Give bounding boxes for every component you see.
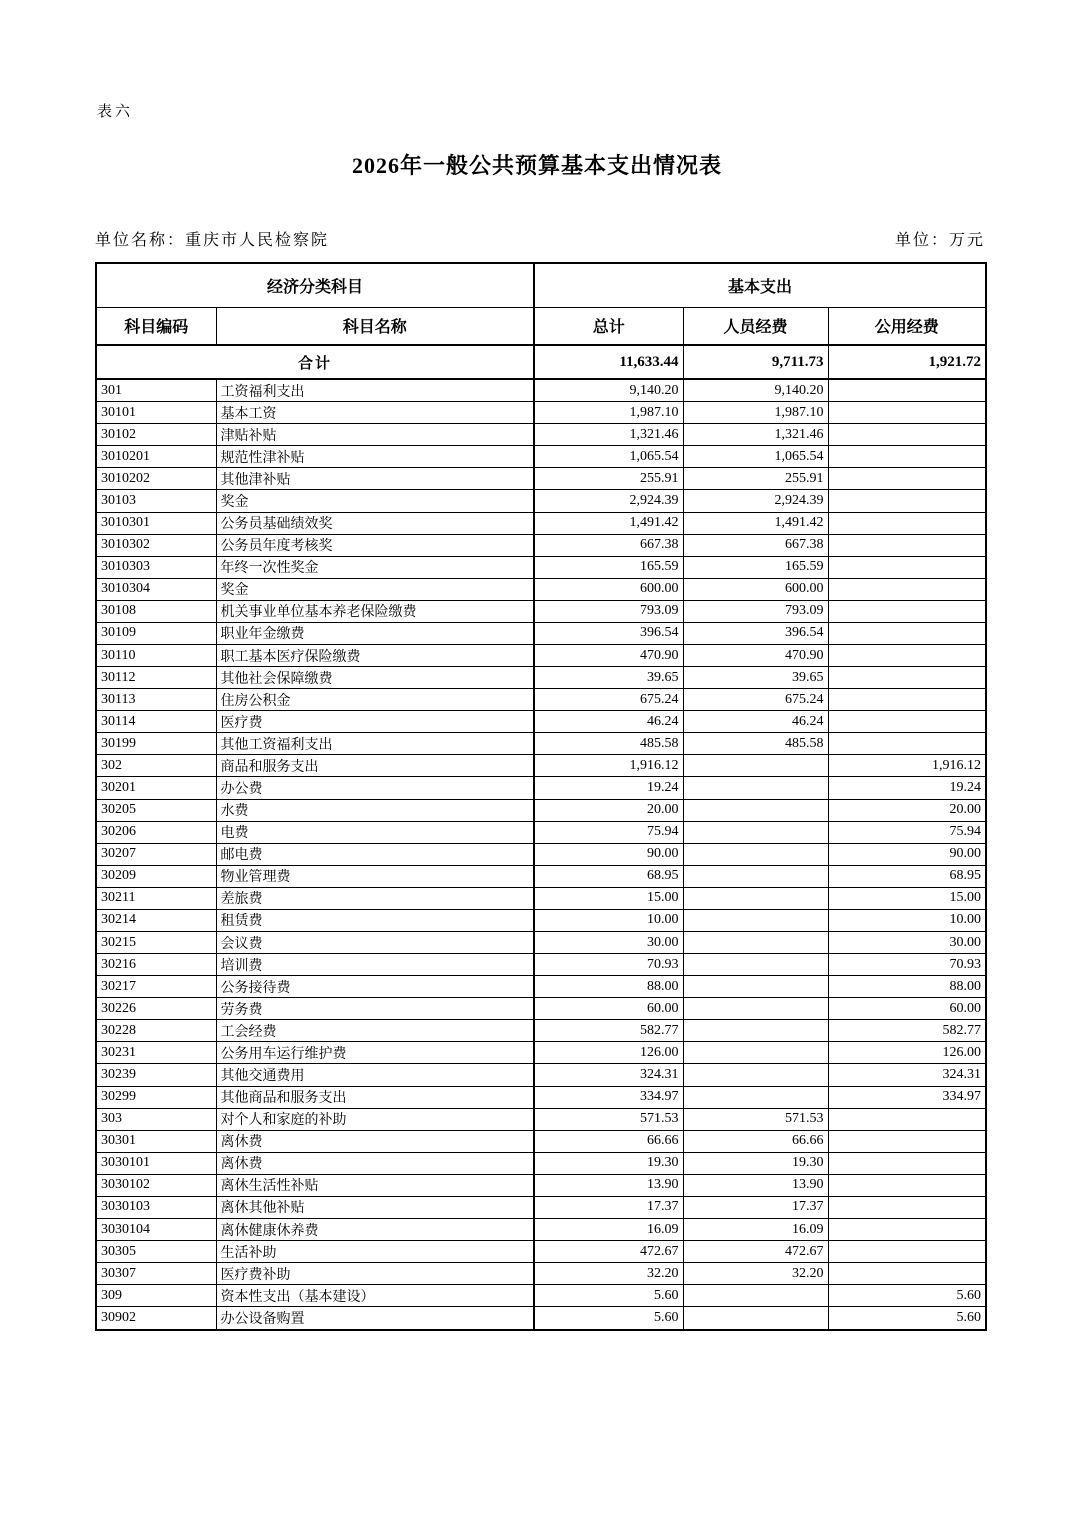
cell-subject-code: 30209	[96, 865, 216, 887]
cell-subject-name: 商品和服务支出	[216, 755, 534, 777]
cell-personnel-funds	[683, 821, 828, 843]
cell-subject-code: 301	[96, 379, 216, 402]
cell-subject-code: 30201	[96, 777, 216, 799]
cell-personnel-funds: 1,321.46	[683, 424, 828, 446]
cell-total: 1,987.10	[534, 402, 683, 424]
page-tag: 表六	[97, 104, 134, 120]
cell-personnel-funds	[683, 1285, 828, 1307]
cell-subject-name: 离休费	[216, 1130, 534, 1152]
cell-public-funds: 5.60	[828, 1285, 986, 1307]
cell-public-funds	[828, 534, 986, 556]
cell-subject-code: 3030102	[96, 1174, 216, 1196]
cell-subject-name: 住房公积金	[216, 689, 534, 711]
cell-subject-name: 医疗费补助	[216, 1263, 534, 1285]
cell-subject-name: 公务员基础绩效奖	[216, 512, 534, 534]
cell-total: 10.00	[534, 909, 683, 931]
table-row	[96, 490, 986, 512]
table-row	[96, 755, 986, 777]
cell-personnel-funds: 19.30	[683, 1152, 828, 1174]
cell-public-funds	[828, 667, 986, 689]
cell-total: 9,140.20	[534, 379, 683, 402]
cell-total: 126.00	[534, 1042, 683, 1064]
cell-total: 32.20	[534, 1263, 683, 1285]
cell-public-funds: 126.00	[828, 1042, 986, 1064]
unit-name: 单位名称：重庆市人民检察院	[95, 232, 330, 249]
cell-total: 30.00	[534, 931, 683, 953]
cell-subject-code: 30112	[96, 667, 216, 689]
cell-subject-code: 30101	[96, 402, 216, 424]
group-header-basic-expenditure: 基本支出	[534, 263, 986, 307]
group-header-economic-classification: 经济分类科目	[96, 263, 534, 307]
cell-personnel-funds	[683, 909, 828, 931]
cell-public-funds: 1,916.12	[828, 755, 986, 777]
column-header-personnel: 人员经费	[683, 307, 828, 345]
cell-total: 90.00	[534, 843, 683, 865]
cell-subject-code: 30228	[96, 1020, 216, 1042]
cell-personnel-funds	[683, 931, 828, 953]
cell-total: 324.31	[534, 1064, 683, 1086]
cell-personnel-funds: 793.09	[683, 600, 828, 622]
table-row	[96, 446, 986, 468]
cell-personnel-funds: 165.59	[683, 556, 828, 578]
cell-subject-code: 30301	[96, 1130, 216, 1152]
cell-personnel-funds: 472.67	[683, 1241, 828, 1263]
cell-total: 600.00	[534, 578, 683, 600]
cell-personnel-funds: 470.90	[683, 644, 828, 666]
cell-total: 16.09	[534, 1219, 683, 1241]
cell-personnel-funds	[683, 887, 828, 909]
cell-personnel-funds: 1,987.10	[683, 402, 828, 424]
table-row	[96, 379, 986, 402]
table-row	[96, 689, 986, 711]
cell-total: 19.24	[534, 777, 683, 799]
cell-personnel-funds: 396.54	[683, 622, 828, 644]
cell-personnel-funds: 255.91	[683, 468, 828, 490]
cell-personnel-funds	[683, 865, 828, 887]
cell-total: 255.91	[534, 468, 683, 490]
cell-subject-code: 30110	[96, 644, 216, 666]
cell-public-funds	[828, 622, 986, 644]
cell-personnel-funds	[683, 755, 828, 777]
cell-subject-name: 电费	[216, 821, 534, 843]
page-title: 2026年一般公共预算基本支出情况表	[351, 153, 722, 178]
cell-subject-code: 30211	[96, 887, 216, 909]
cell-subject-name: 年终一次性奖金	[216, 556, 534, 578]
cell-total: 1,916.12	[534, 755, 683, 777]
table-row	[96, 799, 986, 821]
cell-total: 66.66	[534, 1130, 683, 1152]
cell-subject-name: 培训费	[216, 954, 534, 976]
cell-total: 667.38	[534, 534, 683, 556]
cell-personnel-funds: 1,491.42	[683, 512, 828, 534]
cell-public-funds	[828, 644, 986, 666]
cell-subject-name: 工会经费	[216, 1020, 534, 1042]
cell-public-funds: 68.95	[828, 865, 986, 887]
cell-subject-code: 30299	[96, 1086, 216, 1108]
cell-subject-code: 3010301	[96, 512, 216, 534]
cell-total: 88.00	[534, 976, 683, 998]
cell-personnel-funds: 46.24	[683, 711, 828, 733]
cell-subject-name: 物业管理费	[216, 865, 534, 887]
cell-total: 1,321.46	[534, 424, 683, 446]
cell-total: 1,065.54	[534, 446, 683, 468]
table-body	[96, 345, 986, 1330]
cell-public-funds	[828, 1152, 986, 1174]
budget-table	[95, 262, 987, 1331]
cell-personnel-funds	[683, 799, 828, 821]
cell-public-funds: 30.00	[828, 931, 986, 953]
cell-total: 17.37	[534, 1196, 683, 1218]
cell-subject-name: 职工基本医疗保险缴费	[216, 644, 534, 666]
cell-subject-code: 3010302	[96, 534, 216, 556]
table-row	[96, 1042, 986, 1064]
cell-personnel-funds	[683, 976, 828, 998]
cell-public-funds	[828, 468, 986, 490]
cell-total: 2,924.39	[534, 490, 683, 512]
cell-public-funds	[828, 424, 986, 446]
table-row	[96, 1196, 986, 1218]
cell-public-funds: 15.00	[828, 887, 986, 909]
cell-subject-code: 3010201	[96, 446, 216, 468]
table-row	[96, 887, 986, 909]
table-row	[96, 976, 986, 998]
cell-personnel-funds: 16.09	[683, 1219, 828, 1241]
cell-public-funds	[828, 1263, 986, 1285]
cell-personnel-funds: 17.37	[683, 1196, 828, 1218]
cell-subject-code: 30113	[96, 689, 216, 711]
table-row	[96, 909, 986, 931]
cell-public-funds	[828, 446, 986, 468]
cell-public-funds	[828, 1196, 986, 1218]
cell-personnel-funds: 39.65	[683, 667, 828, 689]
cell-total: 19.30	[534, 1152, 683, 1174]
cell-subject-name: 生活补助	[216, 1241, 534, 1263]
cell-personnel-funds: 600.00	[683, 578, 828, 600]
table-row	[96, 843, 986, 865]
cell-subject-name: 离休生活性补贴	[216, 1174, 534, 1196]
cell-subject-name: 劳务费	[216, 998, 534, 1020]
cell-subject-name: 医疗费	[216, 711, 534, 733]
cell-public-funds	[828, 402, 986, 424]
table-row	[96, 777, 986, 799]
cell-subject-name: 租赁费	[216, 909, 534, 931]
column-header-public: 公用经费	[828, 307, 986, 345]
cell-subject-code: 30102	[96, 424, 216, 446]
cell-public-funds: 88.00	[828, 976, 986, 998]
cell-subject-name: 办公费	[216, 777, 534, 799]
cell-personnel-funds: 571.53	[683, 1108, 828, 1130]
cell-subject-code: 302	[96, 755, 216, 777]
cell-subject-code: 3030104	[96, 1219, 216, 1241]
table-row	[96, 1174, 986, 1196]
cell-total: 571.53	[534, 1108, 683, 1130]
cell-personnel-funds	[683, 1307, 828, 1330]
table-row	[96, 1130, 986, 1152]
cell-public-funds: 334.97	[828, 1086, 986, 1108]
table-row	[96, 1285, 986, 1307]
cell-subject-code: 30305	[96, 1241, 216, 1263]
table-row	[96, 954, 986, 976]
cell-subject-name: 工资福利支出	[216, 379, 534, 402]
cell-subject-name: 津贴补贴	[216, 424, 534, 446]
cell-public-funds: 10.00	[828, 909, 986, 931]
cell-public-funds	[828, 1219, 986, 1241]
table-row	[96, 534, 986, 556]
cell-subject-name: 公务接待费	[216, 976, 534, 998]
cell-total: 793.09	[534, 600, 683, 622]
cell-subject-code: 30216	[96, 954, 216, 976]
cell-total: 46.24	[534, 711, 683, 733]
cell-subject-code: 30214	[96, 909, 216, 931]
table-row	[96, 1108, 986, 1130]
cell-public-funds	[828, 1130, 986, 1152]
cell-subject-code: 30103	[96, 490, 216, 512]
cell-subject-name: 其他商品和服务支出	[216, 1086, 534, 1108]
cell-total: 5.60	[534, 1285, 683, 1307]
grand-total-label: 合计	[96, 345, 534, 379]
cell-total: 39.65	[534, 667, 683, 689]
cell-total: 472.67	[534, 1241, 683, 1263]
cell-public-funds: 60.00	[828, 998, 986, 1020]
table-row	[96, 512, 986, 534]
cell-subject-name: 职业年金缴费	[216, 622, 534, 644]
cell-public-funds: 324.31	[828, 1064, 986, 1086]
cell-subject-name: 公务员年度考核奖	[216, 534, 534, 556]
cell-public-funds: 90.00	[828, 843, 986, 865]
cell-total: 675.24	[534, 689, 683, 711]
cell-subject-name: 其他津补贴	[216, 468, 534, 490]
cell-subject-code: 30205	[96, 799, 216, 821]
cell-subject-code: 309	[96, 1285, 216, 1307]
cell-total: 15.00	[534, 887, 683, 909]
cell-subject-code: 30108	[96, 600, 216, 622]
cell-subject-name: 离休健康休养费	[216, 1219, 534, 1241]
cell-subject-name: 水费	[216, 799, 534, 821]
cell-public-funds	[828, 733, 986, 755]
cell-subject-code: 3010202	[96, 468, 216, 490]
table-row	[96, 600, 986, 622]
table-row	[96, 644, 986, 666]
cell-subject-code: 30114	[96, 711, 216, 733]
cell-subject-code: 30902	[96, 1307, 216, 1330]
cell-subject-code: 3030103	[96, 1196, 216, 1218]
cell-public-funds	[828, 490, 986, 512]
cell-total: 68.95	[534, 865, 683, 887]
cell-subject-name: 机关事业单位基本养老保险缴费	[216, 600, 534, 622]
cell-total: 396.54	[534, 622, 683, 644]
cell-total: 5.60	[534, 1307, 683, 1330]
table-row	[96, 821, 986, 843]
cell-public-funds: 70.93	[828, 954, 986, 976]
cell-public-funds	[828, 578, 986, 600]
cell-subject-code: 3030101	[96, 1152, 216, 1174]
cell-subject-code: 30226	[96, 998, 216, 1020]
cell-personnel-funds: 667.38	[683, 534, 828, 556]
grand-total-row	[96, 345, 986, 379]
cell-total: 334.97	[534, 1086, 683, 1108]
cell-public-funds: 19.24	[828, 777, 986, 799]
cell-public-funds: 5.60	[828, 1307, 986, 1330]
cell-subject-name: 奖金	[216, 578, 534, 600]
column-header-code: 科目编码	[96, 307, 216, 345]
table-row	[96, 1219, 986, 1241]
cell-subject-name: 离休费	[216, 1152, 534, 1174]
cell-total: 20.00	[534, 799, 683, 821]
cell-total: 582.77	[534, 1020, 683, 1042]
cell-total: 1,491.42	[534, 512, 683, 534]
table-row	[96, 556, 986, 578]
cell-total: 13.90	[534, 1174, 683, 1196]
cell-subject-code: 30199	[96, 733, 216, 755]
table-row	[96, 402, 986, 424]
cell-personnel-funds: 2,924.39	[683, 490, 828, 512]
column-header-row	[96, 307, 986, 345]
grand-total-public: 1,921.72	[828, 345, 986, 379]
cell-total: 70.93	[534, 954, 683, 976]
cell-subject-code: 30239	[96, 1064, 216, 1086]
cell-public-funds	[828, 711, 986, 733]
cell-public-funds	[828, 689, 986, 711]
cell-subject-name: 规范性津补贴	[216, 446, 534, 468]
cell-total: 165.59	[534, 556, 683, 578]
cell-public-funds: 582.77	[828, 1020, 986, 1042]
cell-public-funds	[828, 600, 986, 622]
cell-public-funds	[828, 1174, 986, 1196]
cell-personnel-funds: 9,140.20	[683, 379, 828, 402]
cell-subject-name: 对个人和家庭的补助	[216, 1108, 534, 1130]
table-row	[96, 865, 986, 887]
cell-subject-code: 30206	[96, 821, 216, 843]
cell-public-funds: 75.94	[828, 821, 986, 843]
table-row	[96, 733, 986, 755]
table-row	[96, 468, 986, 490]
meta-row	[95, 227, 985, 250]
cell-subject-name: 差旅费	[216, 887, 534, 909]
table-row	[96, 1263, 986, 1285]
column-header-total: 总计	[534, 307, 683, 345]
cell-personnel-funds	[683, 954, 828, 976]
cell-public-funds	[828, 1241, 986, 1263]
cell-personnel-funds	[683, 843, 828, 865]
cell-public-funds	[828, 1108, 986, 1130]
grand-total-total: 11,633.44	[534, 345, 683, 379]
table-row	[96, 1307, 986, 1330]
cell-subject-code: 30109	[96, 622, 216, 644]
cell-subject-code: 30215	[96, 931, 216, 953]
cell-personnel-funds	[683, 1086, 828, 1108]
cell-personnel-funds: 66.66	[683, 1130, 828, 1152]
cell-total: 60.00	[534, 998, 683, 1020]
cell-subject-name: 离休其他补贴	[216, 1196, 534, 1218]
table-row	[96, 1152, 986, 1174]
cell-personnel-funds: 32.20	[683, 1263, 828, 1285]
table-row	[96, 667, 986, 689]
cell-subject-code: 30217	[96, 976, 216, 998]
cell-public-funds: 20.00	[828, 799, 986, 821]
grand-total-personnel: 9,711.73	[683, 345, 828, 379]
cell-public-funds	[828, 379, 986, 402]
table-row	[96, 1241, 986, 1263]
cell-subject-name: 其他社会保障缴费	[216, 667, 534, 689]
unit-of-measure: 单位：万元	[894, 232, 985, 249]
cell-subject-code: 3010303	[96, 556, 216, 578]
table-row	[96, 711, 986, 733]
cell-personnel-funds	[683, 777, 828, 799]
table-row	[96, 1020, 986, 1042]
group-header-row	[96, 263, 986, 307]
cell-personnel-funds	[683, 1020, 828, 1042]
table-row	[96, 578, 986, 600]
cell-subject-code: 30307	[96, 1263, 216, 1285]
cell-personnel-funds: 13.90	[683, 1174, 828, 1196]
table-row	[96, 622, 986, 644]
cell-subject-name: 资本性支出（基本建设）	[216, 1285, 534, 1307]
cell-total: 470.90	[534, 644, 683, 666]
cell-public-funds	[828, 512, 986, 534]
cell-subject-code: 30207	[96, 843, 216, 865]
cell-personnel-funds	[683, 998, 828, 1020]
cell-subject-name: 其他交通费用	[216, 1064, 534, 1086]
cell-subject-name: 公务用车运行维护费	[216, 1042, 534, 1064]
cell-subject-name: 基本工资	[216, 402, 534, 424]
cell-public-funds	[828, 556, 986, 578]
cell-personnel-funds: 1,065.54	[683, 446, 828, 468]
cell-subject-name: 会议费	[216, 931, 534, 953]
cell-subject-code: 3010304	[96, 578, 216, 600]
cell-personnel-funds: 485.58	[683, 733, 828, 755]
table-row	[96, 931, 986, 953]
table-row	[96, 1064, 986, 1086]
cell-personnel-funds	[683, 1042, 828, 1064]
cell-personnel-funds	[683, 1064, 828, 1086]
cell-subject-name: 邮电费	[216, 843, 534, 865]
cell-total: 485.58	[534, 733, 683, 755]
cell-personnel-funds: 675.24	[683, 689, 828, 711]
cell-total: 75.94	[534, 821, 683, 843]
cell-subject-code: 30231	[96, 1042, 216, 1064]
column-header-name: 科目名称	[216, 307, 534, 345]
cell-subject-name: 奖金	[216, 490, 534, 512]
cell-subject-name: 办公设备购置	[216, 1307, 534, 1330]
table-row	[96, 424, 986, 446]
cell-subject-code: 303	[96, 1108, 216, 1130]
table-row	[96, 1086, 986, 1108]
cell-subject-name: 其他工资福利支出	[216, 733, 534, 755]
table-row	[96, 998, 986, 1020]
